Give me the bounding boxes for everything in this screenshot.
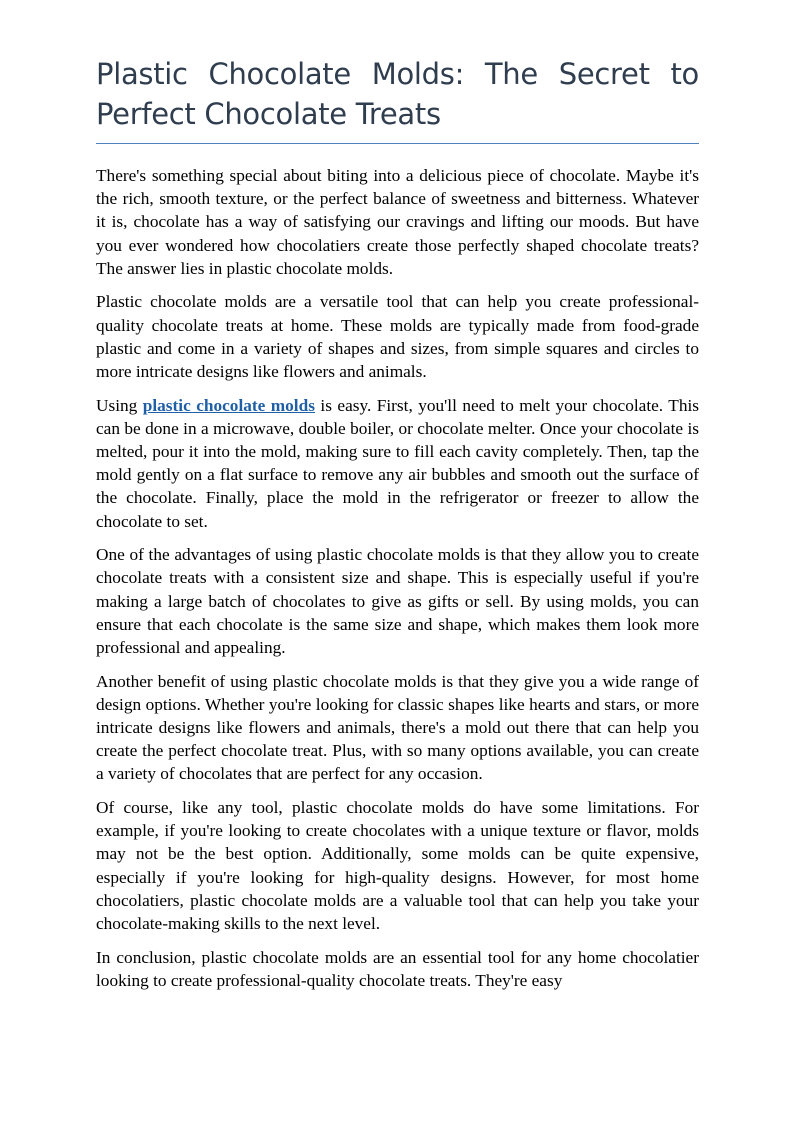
paragraph-limitations: Of course, like any tool, plastic chocolate molds do have some limitations. For example, if you're looking to create chocolates with a unique texture or flavor, molds may not be the best option. Additionally, some molds can be quite expensive, especially if you're looking for high-quality designs. However, for most home chocolatiers, plastic chocolate molds are a valuable tool that can help you take your chocolate-making skills to the next level. (96, 798, 699, 934)
usage-text-before: Using (96, 395, 143, 415)
paragraph-conclusion: In conclusion, plastic chocolate molds are an essential tool for any home chocolatier looking to create professional-quality chocolate treats. They're easy (96, 947, 699, 990)
paragraph-usage (96, 394, 699, 533)
article-body (96, 164, 699, 1002)
page-title: Plastic Chocolate Molds: The Secret to Perfect Chocolate Treats (96, 57, 699, 131)
paragraph-design-options: Another benefit of using plastic chocolate molds is that they give you a wide range of design options. Whether you're looking for classic shapes like hearts and stars, or more intricate designs like flowers and animals, there's a mold out there that can help you create the perfect chocolate treat. Plus, with so many options available, you can create a variety of chocolates that are perfect for any occasion. (96, 671, 699, 784)
paragraph-overview: Plastic chocolate molds are a versatile tool that can help you create professional-quality chocolate treats at home. These molds are typically made from food-grade plastic and come in a variety of shapes and sizes, from simple squares and circles to more intricate designs like flowers and animals. (96, 292, 699, 382)
usage-text-after: is easy. First, you'll need to melt your chocolate. This can be done in a microwave, double boiler, or chocolate melter. Once your chocolate is melted, pour it into the mold, making sure to fill each cavity completely. Then, tap the mold gently on a flat surface to remove any air bubbles and smooth out the surface of the chocolate. Finally, place the mold in the refrigerator or freezer to allow the chocolate to set. (96, 395, 700, 531)
plastic-chocolate-molds-link[interactable]: plastic chocolate molds (142, 395, 315, 415)
title-divider (96, 143, 699, 144)
paragraph-intro: There's something special about biting into a delicious piece of chocolate. Maybe it's the rich, smooth texture, or the perfect balance of sweetness and bitterness. Whatever it is, chocolate has a way of satisfying our cravings and lifting our moods. But have you ever wondered how chocolatiers create those perfectly shaped chocolate treats? The answer lies in plastic chocolate molds. (96, 166, 699, 278)
paragraph-advantages: One of the advantages of using plastic chocolate molds is that they allow you to create chocolate treats with a consistent size and shape. This is especially useful if you're making a large batch of chocolates to give as gifts or sell. By using molds, you can ensure that each chocolate is the same size and shape, which makes them look more professional and appealing. (96, 545, 699, 658)
